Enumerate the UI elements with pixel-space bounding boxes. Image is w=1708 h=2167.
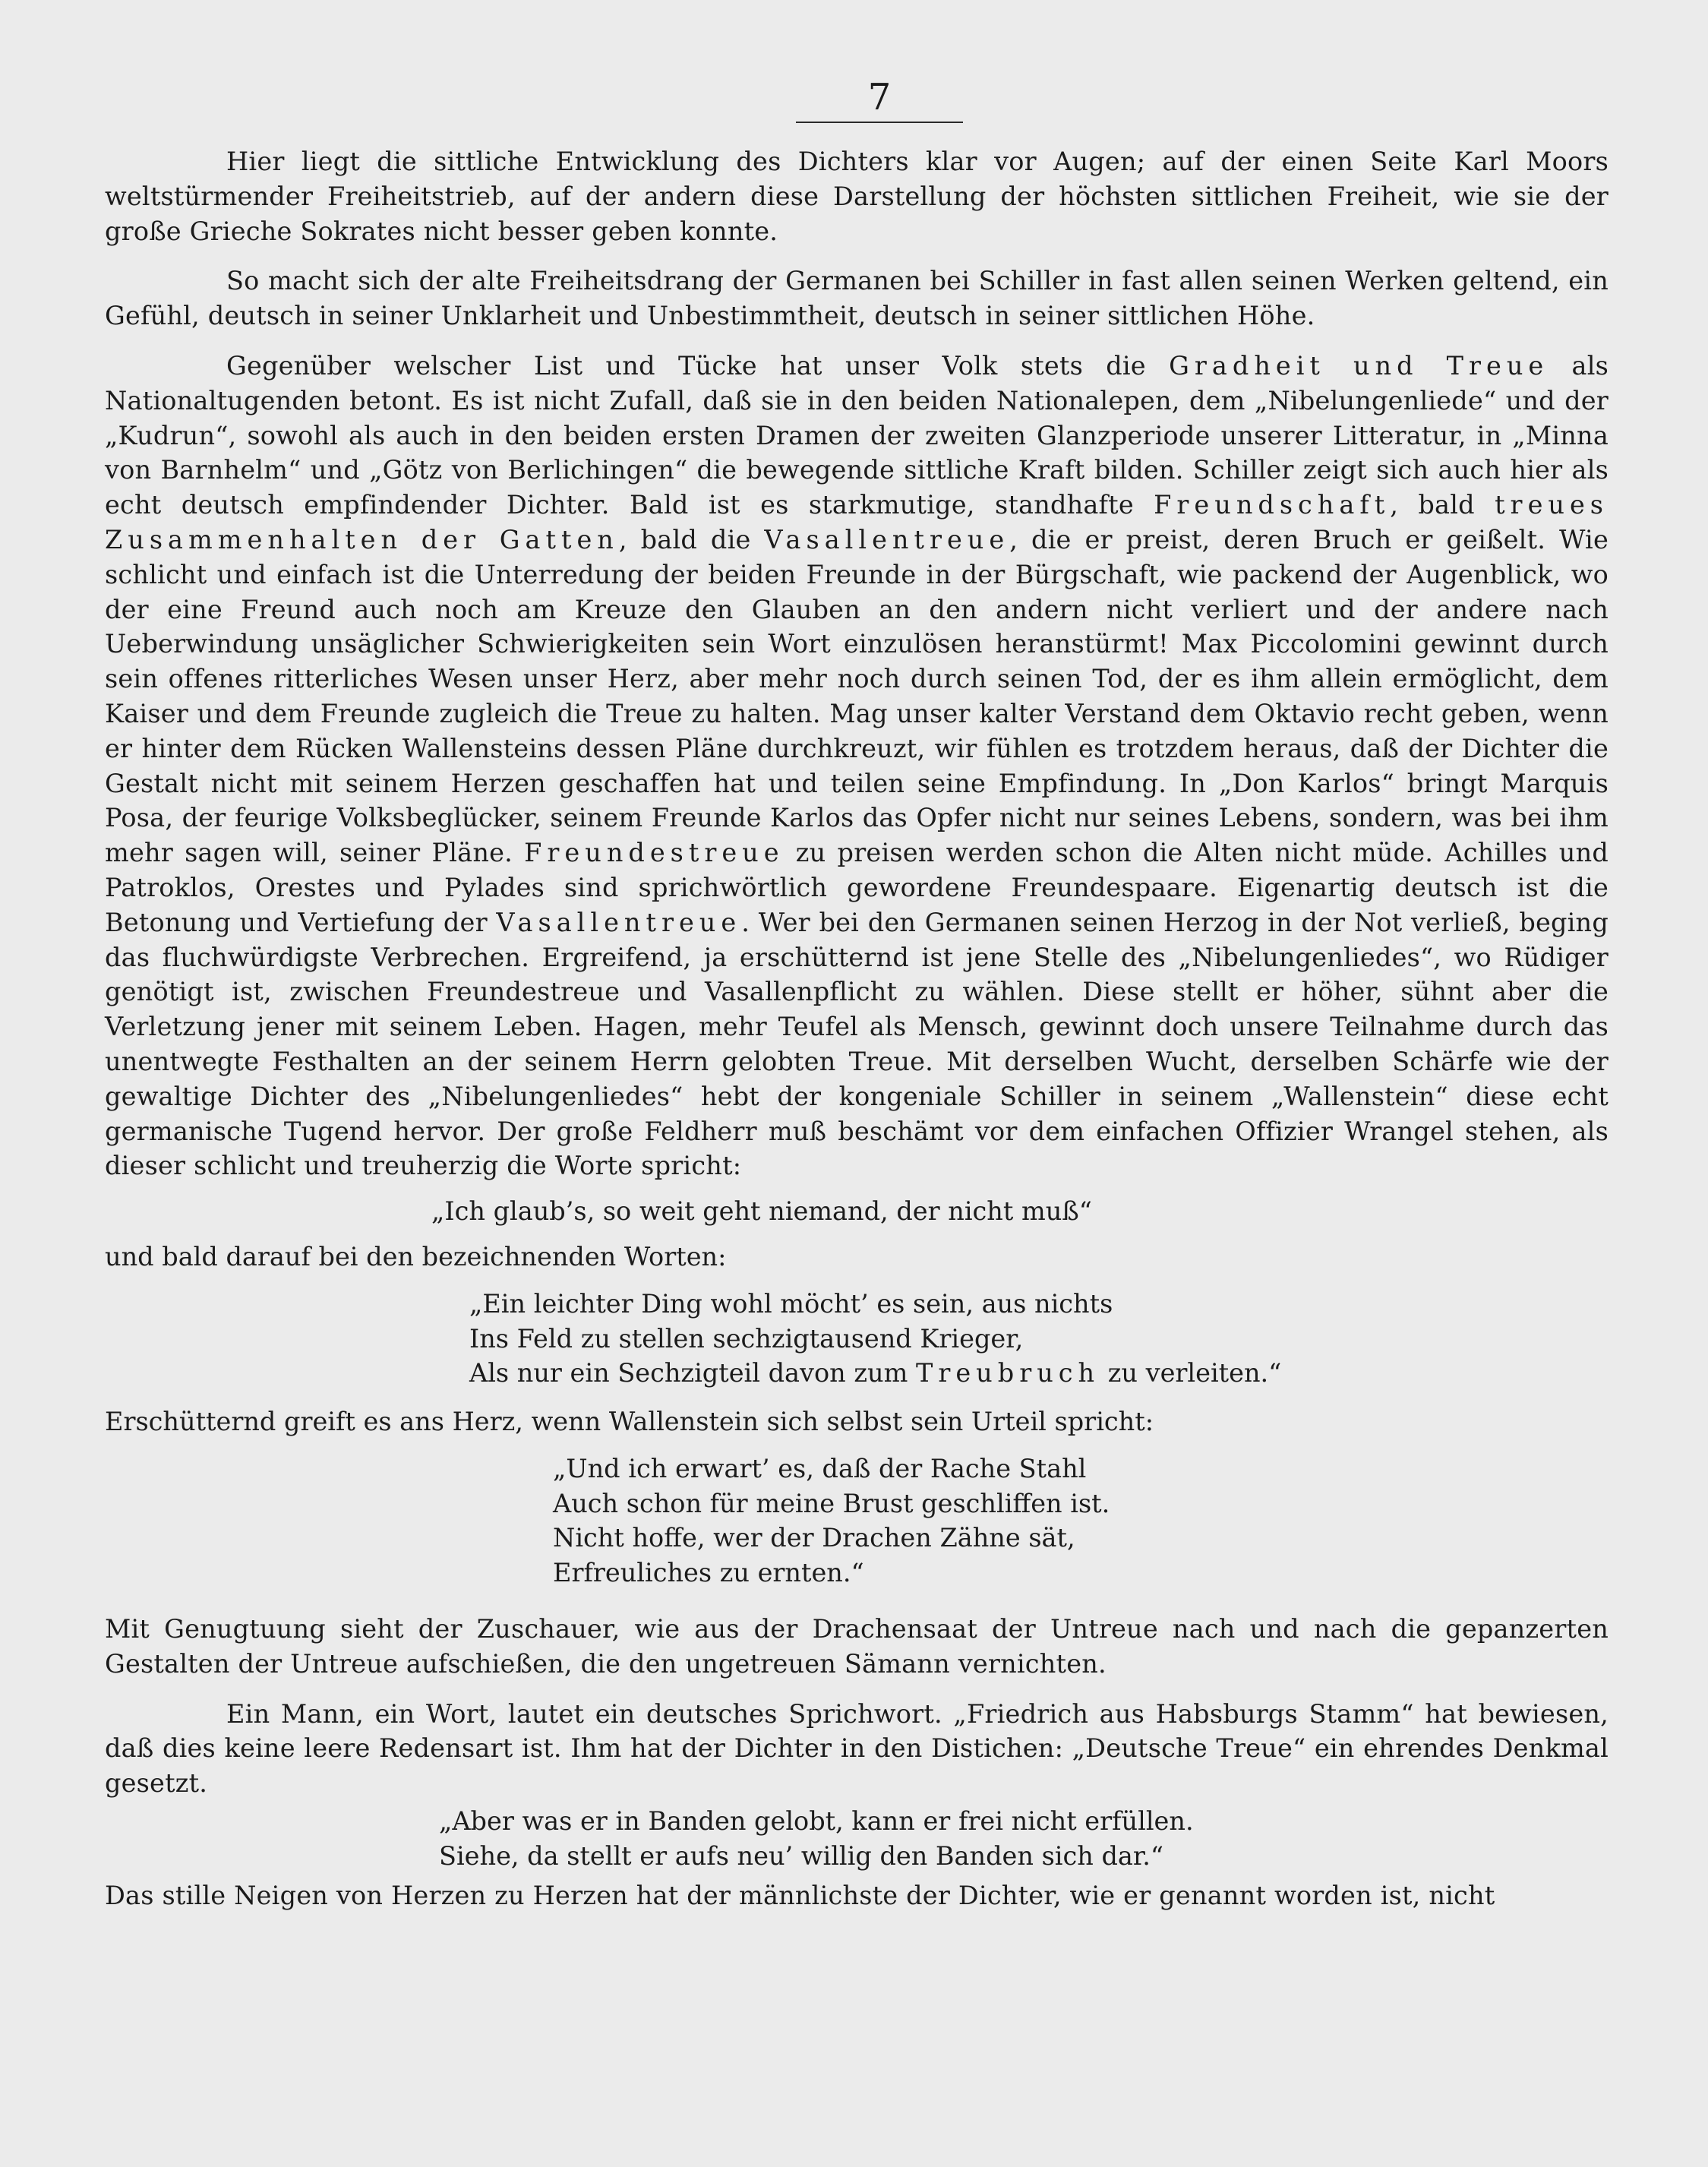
verse-line: „Und ich erwart’ es, daß der Rache Stahl [553, 1453, 1087, 1483]
paragraph-6: Das stille Neigen von Herzen zu Herzen hat der männlichste der Dichter, wie er genannt worden ist, nicht [105, 1880, 1495, 1910]
paragraph-3 [105, 349, 1609, 1183]
paragraph-1: Hier liegt die sittliche Entwicklung des Dichters klar vor Augen; auf der einen Seite Karl Moors weltstürmender Freiheitstrieb, auf der andern diese Darstellung der höchsten sittlichen Freiheit, wie sie der große Grieche Sokrates nicht besser geben konnte. [105, 147, 1609, 246]
p3-emphasis-vasallentreue-1: Vasallentreue [764, 524, 1010, 554]
p3-text-k: zu preisen werden schon die Alten nicht müde. Achilles und Patroklos, Orestes und Pylades sind sprichwörtlich gewordene Freundespaare. Eigenartig deutsch ist die Betonung und Vertiefung der [105, 838, 1609, 937]
verse-line [469, 1356, 1609, 1391]
quote-wrangel [431, 1194, 1609, 1229]
p3-text-g: , bald die [618, 524, 765, 554]
verse-line: „Ein leichter Ding wohl möcht’ es sein, aus nichts [469, 1288, 1113, 1319]
quote-wallenstein [553, 1452, 1609, 1591]
verse-emphasis-treubruch: Treubruch [915, 1358, 1100, 1388]
p3-text-m: . Wer bei den Germanen seinen Herzog in der Not verließ, beging das fluchwürdigste Verbrechen. Ergreifend, ja erschütternd ist jene Stelle des „Nibelungenliedes“, wo Rüdiger genötigt ist, zwischen Freundestreue und Vasallenpflicht zu wählen. Diese stellt er höher, sühnt aber die Verletzung jener mit seinem Leben. Hagen, mehr Teufel als Mensch, gewinnt doch unsere Teilnahme durch das unentwegte Festhalten an der seinem Herrn gelobten Treue. Mit derselben Wucht, derselben Schärfe wie der gewaltige Dichter des „Nibelungenliedes“ hebt der kongeniale Schiller in seinem „Wallenstein“ diese echt germanische Tugend hervor. Der große Feldherr muß beschämt vor dem einfachen Offizier Wrangel stehen, als dieser schlicht und treuherzig die Worte spricht: [105, 907, 1609, 1181]
verse-line: Ins Feld zu stellen sechzigtausend Krieger, [469, 1323, 1024, 1354]
p3-emphasis-gatten: treues Zusammenhalten der Gatten [105, 490, 1609, 554]
verse-line: „Aber was er in Banden gelobt, kann er frei nicht erfüllen. [439, 1806, 1194, 1837]
quote-wrangel-line: „Ich glaub’s, so weit geht niemand, der nicht muß“ [431, 1196, 1092, 1227]
p3-text-i: , die er preist, deren Bruch er geißelt. Wie schlicht und einfach ist die Unterredung der beiden Freunde in der Bürgschaft, wie packend der Augenblick, wo der eine Freund auch noch am Kreuze den Glauben an den andern nicht verliert und der andere nach Ueberwindung unsäglicher Schwierigkeiten sein Wort einzulösen heranstürmt! Max Piccolomini gewinnt durch sein offenes ritterliches Wesen unser Herz, aber mehr noch durch seinen Tod, der es ihm allein ermöglicht, dem Kaiser und dem Freunde zugleich die Treue zu halten. Mag unser kalter Verstand dem Oktavio recht geben, wenn er hinter dem Rücken Wallensteins dessen Pläne durchkreuzt, wir fühlen es trotzdem heraus, daß der Dichter die Gestalt nicht mit seinem Herzen geschaffen hat und teilen seine Empfindung. In „Don Karlos“ bringt Marquis Posa, der feurige Volksbeglücker, seinem Freunde Karlos das Opfer nicht nur seines Lebens, sondern, was bei ihm mehr sagen will, seiner Pläne. [105, 524, 1609, 868]
verse-line: Nicht hoffe, wer der Drachen Zähne sät, [553, 1523, 1075, 1553]
page-number-rule [796, 122, 963, 123]
p3-text-a: Gegenüber welscher List und Tücke hat unser Volk stets die [226, 350, 1170, 381]
p3-text-e: , bald [1390, 490, 1495, 520]
verse-line: Auch schon für meine Brust geschliffen ist. [553, 1488, 1110, 1518]
p3-emphasis-gradheit-treue: Gradheit und Treue [1169, 350, 1549, 381]
quote-intro-3: Erschütternd greift es ans Herz, wenn Wallenstein sich selbst sein Urteil spricht: [105, 1407, 1154, 1437]
paragraph-5: Ein Mann, ein Wort, lautet ein deutsches Sprichwort. „Friedrich aus Habsburgs Stamm“ hat bewiesen, daß dies keine leere Redensart ist. Ihm hat der Dichter in den Distichen: „Deutsche Treue“ ein ehrendes Denkmal gesetzt. [105, 1698, 1609, 1799]
verse-line: Siehe, da stellt er aufs neu’ willig den Banden sich dar.“ [439, 1840, 1164, 1871]
p3-emphasis-freundestreue: Freundestreue [524, 838, 785, 868]
p3-emphasis-freundschaft: Freundschaft [1154, 490, 1391, 520]
verse-line: Erfreuliches zu ernten.“ [553, 1558, 864, 1588]
verse-text: zu verleiten.“ [1100, 1358, 1282, 1388]
quote-wrangel-2 [469, 1287, 1609, 1391]
verse-text: Als nur ein Sechzigteil davon zum [469, 1358, 916, 1388]
quote-deutsche-treue [439, 1804, 1609, 1874]
paragraph-4: Mit Genugtuung sieht der Zuschauer, wie aus der Drachensaat der Untreue nach und nach die gepanzerten Gestalten der Untreue aufschießen, die den ungetreuen Sämann vernichten. [105, 1614, 1609, 1679]
p3-text-c: als Nationaltugenden betont. Es ist nicht Zufall, daß sie in den beiden Nationalepen, dem „Nibelungenliede“ und der „Kudrun“, sowohl als auch in den beiden ersten Dramen der zweiten Glanzperiode unserer Litteratur, in „Minna von Barnhelm“ und „Götz von Berlichingen“ die bewegende sittliche Kraft bilden. Schiller zeigt sich auch hier als echt deutsch empfindender Dichter. Bald ist es starkmutige, standhafte [105, 350, 1609, 520]
p3-emphasis-vasallentreue-2: Vasallentreue [496, 907, 742, 937]
paragraph-2: So macht sich der alte Freiheitsdrang der Germanen bei Schiller in fast allen seinen Werken geltend, ein Gefühl, deutsch in seiner Unklarheit und Unbestimmtheit, deutsch in seiner sittlichen Höhe. [105, 266, 1609, 331]
page-number: 7 [867, 76, 892, 118]
quote-intro-2: und bald darauf bei den bezeichnenden Worten: [105, 1241, 727, 1271]
page-content [105, 76, 1609, 1913]
